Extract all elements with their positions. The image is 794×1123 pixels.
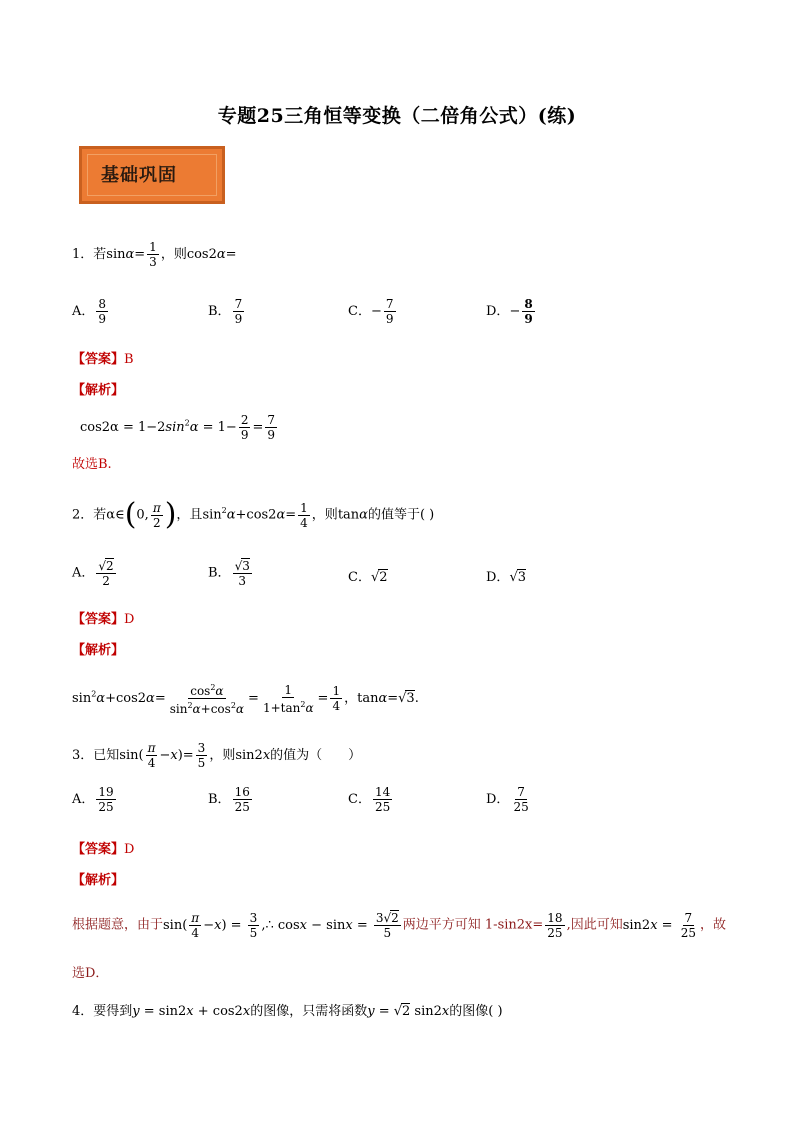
q3-option-d: D． $\frac{7}{25}$ [486,785,529,814]
q3-explanation-line-2: 选D． [72,966,109,981]
q2-solution-formula: $\sin^2\alpha+\cos 2\alpha=$ $\frac{\cos^2\alpha}{\sin^2\alpha+\cos^2\alpha}$ = $\frac{1}{1+\tan^2\alpha}$ = $\frac{1}{4}$ ，tanα=√3. [72,682,419,716]
q3-answer: 【答案】D [72,842,135,857]
q2-answer: 【答案】D [72,612,135,627]
q1-option-a: A． $\frac{8}{9}$ [72,297,107,326]
q3-analysis-label: 【解析】 [72,873,125,888]
q3-option-b: B． $\frac{16}{25}$ [208,785,250,814]
question-4-stem: 4．要得到y = sin2x + cos2x的图像，只需将函数y = √2 sin2x的图像( ) [72,1004,503,1019]
q3-option-a: A． $\frac{19}{25}$ [72,785,114,814]
q1-option-b: B． $\frac{7}{9}$ [208,297,243,326]
q2-option-c: C．√2 [348,570,388,585]
question-1-stem: 1．若sinα= $\frac{1}{3}$ ，则cos2α= [72,240,237,269]
q1-option-c: C．− $\frac{7}{9}$ [348,297,394,326]
q1-solution-formula: $\cos 2\alpha = 1-2\sin^2\alpha = 1-$ $\frac{2}{9}$ = $\frac{7}{9}$ [80,413,276,442]
q1-conclusion: 故选B. [72,457,112,472]
question-3-stem: 3．已知sin( $\frac{\pi}{4}$ −x)= $\frac{3}{5}$ ，则sin2x的值为（ ） [72,741,362,770]
question-2-stem: 2．若α∈(0, $\frac{\pi}{2}$ )，且$\sin^2\alpha+\cos 2\alpha=$ $\frac{1}{4}$ ，则tanα的值等于( ) [72,497,435,532]
q1-answer: 【答案】B [72,352,134,367]
page-title: 专题25三角恒等变换（二倍角公式）(练) [217,105,577,127]
q3-option-c: C． $\frac{14}{25}$ [348,785,391,814]
q2-analysis-label: 【解析】 [72,643,125,658]
q2-option-d: D．√3 [486,570,527,585]
q2-option-b: B． $\frac{√3}{3}$ [208,559,250,588]
q1-option-d: D．− $\frac{8}{9}$ [486,297,533,326]
q3-explanation-line-1: 根据题意，由于sin( $\frac{\pi}{4}$ −x) = $\frac{3}{5}$ ,∴ cosx − sinx = $\frac{3√2}{5}$ 两边平方可知 1-sin2x= $\frac{18}{25}$ ,因此可知sin2x = $\frac{7}{25}$ ，故 [72,910,726,940]
section-banner [79,146,225,204]
banner-label: 基础巩固 [101,165,177,186]
q2-option-a: A． $\frac{√2}{2}$ [72,559,114,588]
q1-analysis-label: 【解析】 [72,383,125,398]
